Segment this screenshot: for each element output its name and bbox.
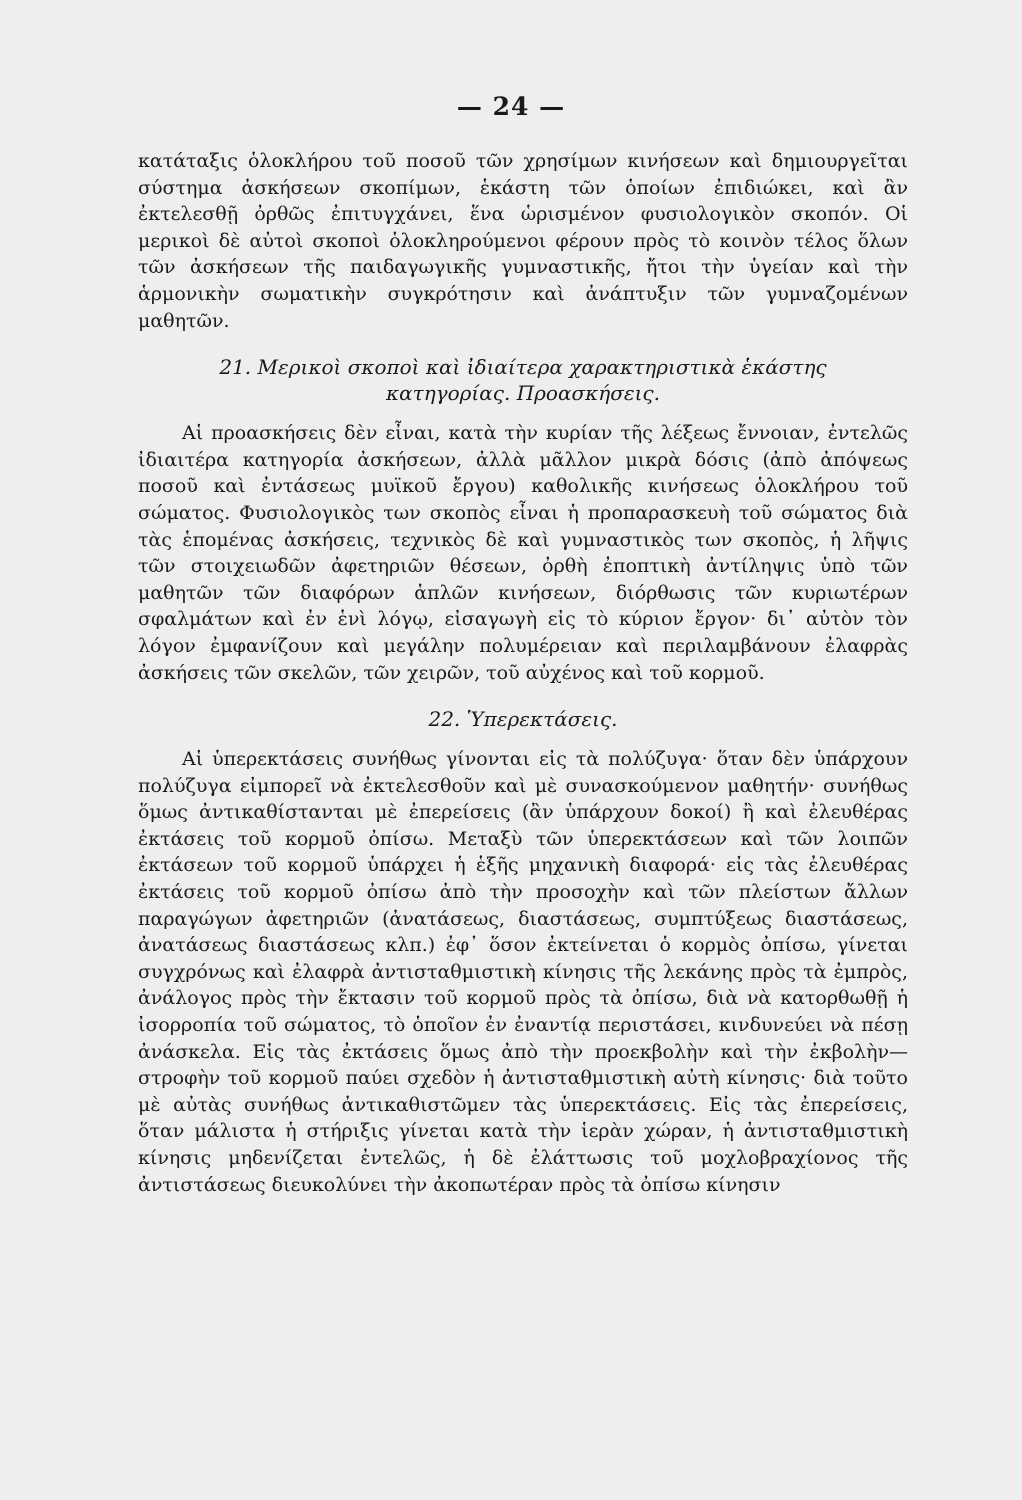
- section-22-paragraph: Αἱ ὑπερεκτάσεις συνήθως γίνονται εἰς τὰ πολύζυγα· ὅταν δὲν ὑπάρχουν πολύζυγα εἰμπορεῖ νὰ ἐκτελεσθοῦν καὶ μὲ συνασκούμενον μαθητήν· συνήθως ὅμως ἀντικαθίστανται μὲ ἐπερείσεις (ἂν ὑπάρχουν δοκοί) ἢ καὶ ἐλευθέρας ἐκτάσεις τοῦ κορμοῦ ὀπίσω. Μεταξὺ τῶν ὑπερεκτάσεων καὶ τῶν λοιπῶν ἐκτάσεων τοῦ κορμοῦ ὑπάρχει ἡ ἑξῆς μηχανικὴ διαφορά· εἰς τὰς ἐλευθέρας ἐκτάσεις τοῦ κορμοῦ ὀπίσω ἀπὸ τὴν προσοχὴν καὶ τῶν πλείστων ἄλλων παραγώγων ἀφετηριῶν (ἀνατάσεως, διαστάσεως, συμπτύξεως διαστάσεως, ἀνατάσεως διαστάσεως κλπ.) ἐφ᾽ ὅσον ἐκτείνεται ὁ κορμὸς ὀπίσω, γίνεται συγχρόνως καὶ ἐλαφρὰ ἀντισταθμιστικὴ κίνησις τῆς λεκάνης πρὸς τὰ ἐμπρὸς, ἀνάλογος πρὸς τὴν ἔκτασιν τοῦ κορμοῦ πρὸς τὰ ὀπίσω, διὰ νὰ κατορθωθῇ ἡ ἰσορροπία τοῦ σώματος, τὸ ὁποῖον ἐν ἐναντίᾳ περιστάσει, κινδυνεύει νὰ πέσῃ ἀνάσκελα. Εἰς τὰς ἐκτάσεις ὅμως ἀπὸ τὴν προεκβολὴν καὶ τὴν ἐκβολὴν—στροφὴν τοῦ κορμοῦ παύει σχεδὸν ἡ ἀντισταθμιστικὴ αὐτὴ κίνησις· διὰ τοῦτο μὲ αὐτὰς συνήθως ἀντικαθιστῶμεν τὰς ὑπερεκτάσεις. Εἰς τὰς ἐπερείσεις, ὅταν μάλιστα ἡ στήριξις γίνεται κατὰ τὴν ἱερὰν χώραν, ἡ ἀντισταθμιστικὴ κίνησις μηδενίζεται ἐντελῶς, ἡ δὲ ἐλάττωσις τοῦ μοχλοβραχίονος τῆς ἀντιστάσεως διευκολύνει τὴν ἀκοπωτέραν πρὸς τὰ ὀπίσω κίνησιν: [138, 748, 908, 1196]
- section-21-heading: [138, 354, 908, 406]
- page-body: [138, 148, 908, 1198]
- intro-paragraph: κατάταξις ὁλοκλήρου τοῦ ποσοῦ τῶν χρησίμων κινήσεων καὶ δημιουργεῖται σύστημα ἀσκήσεων σκοπίμων, ἑκάστη τῶν ὁποίων ἐπιδιώκει, καὶ ἂν ἐκτελεσθῇ ὀρθῶς ἐπιτυγχάνει, ἕνα ὡρισμένον φυσιολογικὸν σκοπόν. Οἱ μερικοὶ δὲ αὐτοὶ σκοποὶ ὁλοκληρούμενοι φέρουν πρὸς τὸ κοινὸν τέλος ὅλων τῶν ἀσκήσεων τῆς παιδαγωγικῆς γυμναστικῆς, ἤτοι τὴν ὑγείαν καὶ τὴν ἁρμονικὴν σωματικὴν συγκρότησιν καὶ ἀνάπτυξιν τῶν γυμναζομένων μαθητῶν.: [138, 150, 908, 332]
- section-21-paragraph: Αἱ προασκήσεις δὲν εἶναι, κατὰ τὴν κυρίαν τῆς λέξεως ἔννοιαν, ἐντελῶς ἰδιαιτέρα κατηγορία ἀσκήσεων, ἀλλὰ μᾶλλον μικρὰ δόσις (ἀπὸ ἀπόψεως ποσοῦ καὶ ἐντάσεως μυϊκοῦ ἔργου) καθολικῆς κινήσεως ὁλοκλήρου τοῦ σώματος. Φυσιολογικὸς των σκοπὸς εἶναι ἡ προπαρασκευὴ τοῦ σώματος διὰ τὰς ἑπομένας ἀσκήσεις, τεχνικὸς δὲ καὶ γυμναστικὸς των σκοπὸς, ἡ λῆψις τῶν στοιχειωδῶν ἀφετηριῶν θέσεων, ὀρθὴ ἐποπτικὴ ἀντίληψις ὑπὸ τῶν μαθητῶν τῶν διαφόρων ἁπλῶν κινήσεων, διόρθωσις τῶν κυριωτέρων σφαλμάτων καὶ ἐν ἑνὶ λόγῳ, εἰσαγωγὴ εἰς τὸ κύριον ἔργον· δι᾽ αὐτὸν τὸν λόγον ἐμφανίζουν καὶ μεγάλην πολυμέρειαν καὶ περιλαμβάνουν ἐλαφρὰς ἀσκήσεις τῶν σκελῶν, τῶν χειρῶν, τοῦ αὐχένος καὶ τοῦ κορμοῦ.: [138, 422, 908, 684]
- section-22-heading-text: 22. Ὑπερεκτάσεις.: [428, 707, 618, 732]
- page-number: — 24 —: [456, 92, 566, 121]
- section-21-heading-line1: 21. Μερικοὶ σκοποὶ καὶ ἰδιαίτερα χαρακτηριστικὰ ἑκάστης: [219, 355, 827, 380]
- section-21-heading-line2: κατηγορίας. Προασκήσεις.: [386, 381, 660, 406]
- section-22-heading: [138, 706, 908, 732]
